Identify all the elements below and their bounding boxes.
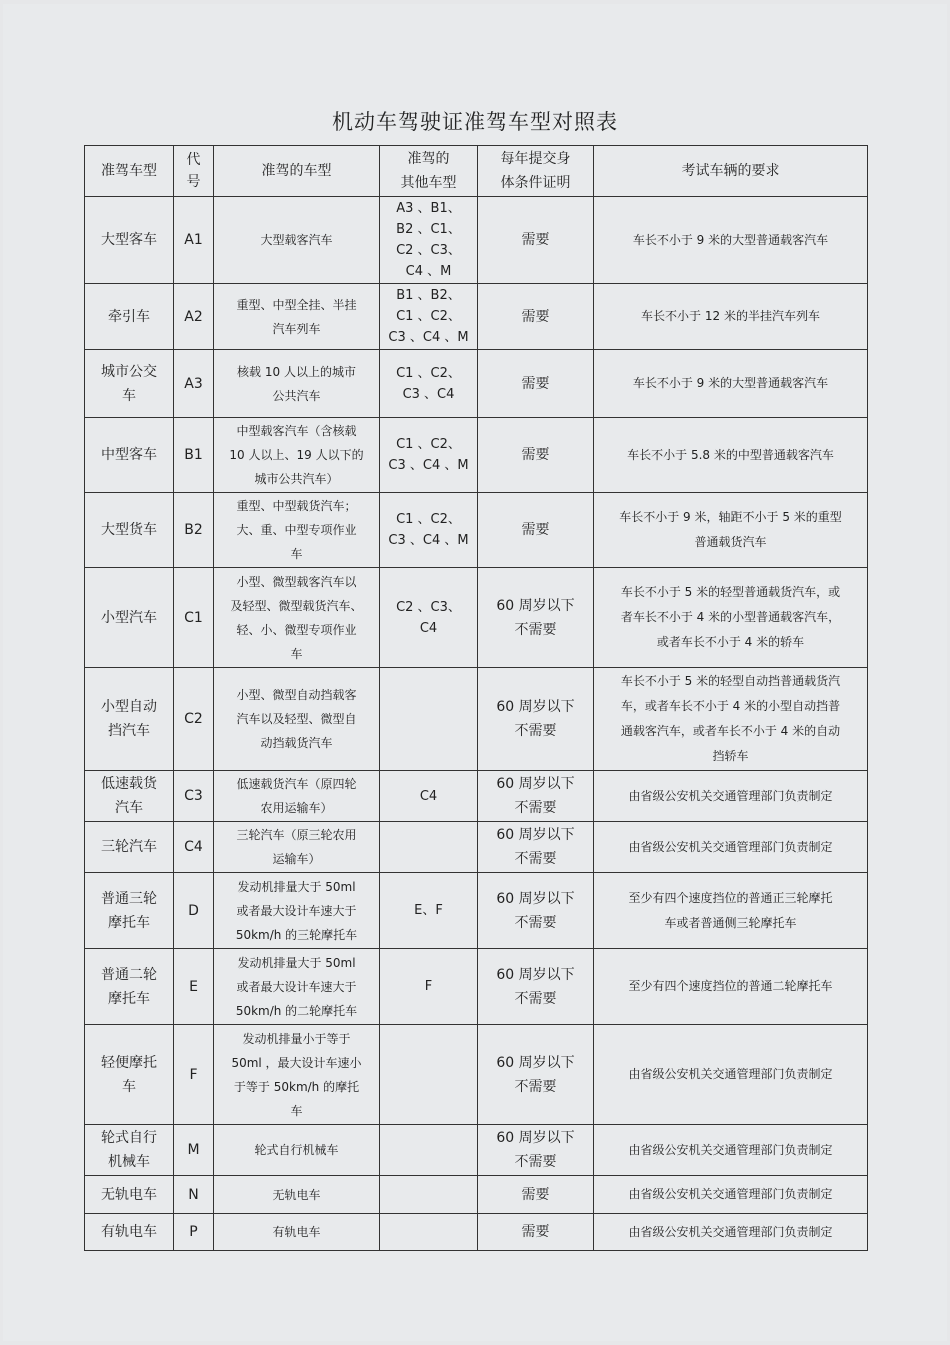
cell-permitted-vehicles-line: 动挡载货汽车 [260, 736, 333, 750]
cell-permitted-vehicles-line: 汽车以及轻型、微型自 [236, 712, 357, 726]
cell-health-cert-line: 60 周岁以下 [496, 827, 575, 843]
cell-exam-requirement [594, 1214, 868, 1251]
cell-health-cert-line: 不需要 [514, 1154, 557, 1170]
cell-permitted-vehicles-line: 或者最大设计车速大于 [236, 979, 357, 994]
cell-code: P [174, 1214, 214, 1251]
cell-other-types [380, 1214, 478, 1251]
cell-exam-requirement [594, 873, 868, 949]
table-row [85, 350, 868, 418]
cell-health-cert-line: 不需要 [514, 990, 557, 1007]
cell-exam-requirement [594, 197, 868, 284]
cell-vehicle-type-line: 牵引车 [108, 308, 150, 325]
cell-permitted-vehicles [214, 418, 380, 493]
cell-vehicle-type [85, 493, 174, 568]
cell-health-cert-line: 需要 [521, 232, 550, 248]
cell-code: B2 [174, 493, 214, 568]
cell-permitted-vehicles [214, 197, 380, 284]
cell-permitted-vehicles-line: 50km/h 的二轮摩托车 [235, 1003, 358, 1018]
table-row [85, 1214, 868, 1251]
table-row [85, 418, 868, 493]
cell-other-types-line: B2 、C1、 [396, 222, 461, 237]
cell-health-cert-line: 60 周岁以下 [496, 699, 575, 715]
cell-exam-requirement-line: 至少有四个速度挡位的普通二轮摩托车 [628, 979, 833, 993]
table-row [85, 1025, 868, 1125]
cell-health-cert-line: 不需要 [514, 851, 557, 867]
cell-other-types [380, 873, 478, 949]
cell-vehicle-type [85, 1025, 174, 1125]
cell-health-cert-line: 需要 [521, 308, 550, 325]
cell-health-cert [478, 1214, 594, 1251]
cell-permitted-vehicles [214, 873, 380, 949]
cell-other-types-line: C4 [419, 788, 438, 804]
cell-health-cert [478, 1025, 594, 1125]
cell-other-types-line: E、F [414, 903, 443, 918]
cell-permitted-vehicles-line: 有轨电车 [272, 1225, 321, 1239]
cell-permitted-vehicles-line: 轮式自行机械车 [254, 1143, 339, 1157]
cell-permitted-vehicles [214, 568, 380, 668]
cell-exam-requirement [594, 771, 868, 822]
cell-vehicle-type-line: 轮式自行 [101, 1130, 157, 1146]
cell-permitted-vehicles-line: 核载 10 人以上的城市 [237, 364, 356, 379]
cell-code: E [174, 949, 214, 1025]
cell-exam-requirement-line: 车长不小于 5 米的轻型普通载货汽车，或 [620, 585, 841, 599]
cell-exam-requirement [594, 822, 868, 873]
cell-code: C2 [174, 668, 214, 771]
cell-exam-requirement [594, 568, 868, 668]
cell-vehicle-type-line: 摩托车 [108, 914, 150, 931]
license-type-table [84, 145, 868, 1251]
cell-exam-requirement-line: 由省级公安机关交通管理部门负责制定 [628, 788, 833, 803]
table-row [85, 873, 868, 949]
cell-vehicle-type [85, 771, 174, 822]
cell-code: M [174, 1125, 214, 1176]
cell-permitted-vehicles-line: 小型、微型自动挡载客 [236, 688, 357, 702]
cell-permitted-vehicles-line: 大型载客汽车 [260, 233, 333, 247]
cell-permitted-vehicles [214, 1025, 380, 1125]
cell-other-types-line: C3 、C4 、M [388, 330, 469, 345]
cell-health-cert [478, 493, 594, 568]
cell-other-types [380, 949, 478, 1025]
cell-other-types [380, 284, 478, 350]
header-code [174, 146, 214, 197]
cell-code: F [174, 1025, 214, 1125]
cell-permitted-vehicles-line: 50ml ，最大设计车速小 [231, 1055, 362, 1070]
cell-health-cert-line: 不需要 [514, 1078, 557, 1095]
cell-health-cert [478, 822, 594, 873]
cell-health-cert-line: 60 周岁以下 [496, 1130, 575, 1146]
cell-health-cert-line: 60 周岁以下 [496, 1054, 575, 1071]
cell-health-cert-line: 不需要 [514, 914, 557, 931]
cell-other-types [380, 1025, 478, 1125]
header-cert [478, 146, 594, 197]
cell-other-types-line: B1 、B2、 [396, 288, 461, 303]
cell-vehicle-type [85, 418, 174, 493]
cell-health-cert [478, 1125, 594, 1176]
cell-other-types-line: C1 、C2、 [396, 437, 461, 452]
cell-health-cert [478, 350, 594, 418]
cell-vehicle-type-line: 小型汽车 [101, 609, 157, 626]
table-row [85, 771, 868, 822]
cell-exam-requirement-line: 车长不小于 5 米的轻型自动挡普通载货汽 [620, 674, 841, 688]
cell-permitted-vehicles-line: 农用运输车） [260, 801, 333, 815]
cell-permitted-vehicles-line: 无轨电车 [272, 1187, 321, 1202]
cell-health-cert-line: 需要 [521, 447, 550, 463]
cell-permitted-vehicles-line: 小型、微型载客汽车以 [236, 574, 357, 589]
cell-vehicle-type-line: 有轨电车 [101, 1224, 157, 1240]
cell-other-types-line: C2 、C3、 [396, 243, 461, 258]
cell-permitted-vehicles [214, 822, 380, 873]
cell-exam-requirement [594, 949, 868, 1025]
cell-vehicle-type-line: 三轮汽车 [101, 839, 157, 855]
cell-code: A3 [174, 350, 214, 418]
cell-exam-requirement-line: 由省级公安机关交通管理部门负责制定 [628, 1187, 833, 1201]
header-other-line: 准驾的 [407, 151, 450, 167]
cell-health-cert [478, 284, 594, 350]
cell-other-types [380, 493, 478, 568]
cell-vehicle-type-line: 大型客车 [101, 232, 157, 248]
cell-permitted-vehicles-line: 运输车） [272, 852, 321, 866]
cell-other-types-line: C1 、C2、 [396, 365, 461, 381]
cell-permitted-vehicles-line: 车 [290, 547, 303, 561]
cell-health-cert-line: 需要 [521, 1186, 550, 1203]
cell-permitted-vehicles-line: 车 [290, 646, 303, 661]
header-other [380, 146, 478, 197]
cell-code: N [174, 1176, 214, 1214]
table-row [85, 1176, 868, 1214]
table-row [85, 949, 868, 1025]
cell-exam-requirement [594, 350, 868, 418]
table-row [85, 568, 868, 668]
cell-exam-requirement-line: 至少有四个速度挡位的普通正三轮摩托 [628, 890, 833, 905]
cell-exam-requirement-line: 由省级公安机关交通管理部门负责制定 [628, 1142, 833, 1157]
cell-permitted-vehicles [214, 350, 380, 418]
header-other-line: 其他车型 [400, 175, 457, 191]
cell-vehicle-type [85, 197, 174, 284]
cell-health-cert [478, 568, 594, 668]
cell-vehicle-type [85, 284, 174, 350]
cell-permitted-vehicles-line: 50km/h 的三轮摩托车 [235, 927, 358, 942]
cell-health-cert-line: 不需要 [514, 621, 557, 638]
cell-health-cert-line: 60 周岁以下 [496, 776, 575, 792]
cell-exam-requirement-line: 由省级公安机关交通管理部门负责制定 [628, 1224, 833, 1239]
cell-code: C1 [174, 568, 214, 668]
cell-other-types-line: C3 、C4 [402, 386, 455, 402]
page-title: 机动车驾驶证准驾车型对照表 [332, 110, 618, 134]
cell-permitted-vehicles [214, 284, 380, 350]
cell-health-cert-line: 60 周岁以下 [496, 966, 575, 983]
cell-permitted-vehicles [214, 1214, 380, 1251]
header-vehicles: 准驾的车型 [214, 146, 380, 197]
cell-exam-requirement-line: 普通载货汽车 [694, 535, 767, 549]
cell-vehicle-type-line: 机械车 [108, 1154, 150, 1170]
cell-exam-requirement-line: 由省级公安机关交通管理部门负责制定 [628, 839, 833, 854]
cell-other-types-line: C3 、C4 、M [388, 458, 469, 473]
header-cert-line: 每年提交身 [500, 151, 571, 167]
cell-vehicle-type-line: 轻便摩托 [101, 1054, 157, 1071]
cell-permitted-vehicles-line: 轻、小、微型专项作业 [236, 622, 357, 637]
cell-health-cert-line: 60 周岁以下 [496, 597, 575, 614]
cell-health-cert [478, 873, 594, 949]
cell-permitted-vehicles-line: 三轮汽车（原三轮农用 [236, 828, 357, 842]
cell-permitted-vehicles-line: 重型、中型载货汽车； [236, 499, 357, 513]
cell-permitted-vehicles [214, 1125, 380, 1176]
cell-other-types [380, 668, 478, 771]
cell-other-types-line: C2 、C3、 [396, 599, 461, 615]
cell-permitted-vehicles-line: 低速载货汽车（原四轮 [236, 777, 357, 791]
cell-health-cert-line: 需要 [521, 522, 550, 538]
cell-code: C4 [174, 822, 214, 873]
cell-exam-requirement [594, 1025, 868, 1125]
header-code-line: 代 [186, 152, 201, 168]
cell-vehicle-type [85, 668, 174, 771]
cell-exam-requirement-line: 车长不小于 9 米，轴距不小于 5 米的重型 [619, 510, 842, 524]
cell-vehicle-type-line: 汽车 [115, 800, 143, 816]
cell-other-types [380, 418, 478, 493]
cell-permitted-vehicles-line: 于等于 50km/h 的摩托 [233, 1079, 360, 1094]
cell-health-cert [478, 418, 594, 493]
cell-exam-requirement-line: 车长不小于 5.8 米的中型普通载客汽车 [627, 447, 834, 462]
cell-permitted-vehicles [214, 949, 380, 1025]
cell-other-types-line: C4 [419, 620, 438, 636]
cell-other-types [380, 197, 478, 284]
cell-vehicle-type-line: 车 [122, 1078, 136, 1095]
cell-code: A2 [174, 284, 214, 350]
cell-vehicle-type [85, 873, 174, 949]
cell-permitted-vehicles-line: 重型、中型全挂、半挂 [236, 297, 357, 312]
cell-permitted-vehicles-line: 或者最大设计车速大于 [236, 903, 357, 918]
cell-other-types [380, 1176, 478, 1214]
cell-vehicle-type [85, 1125, 174, 1176]
cell-vehicle-type [85, 568, 174, 668]
cell-permitted-vehicles-line: 城市公共汽车） [254, 472, 339, 486]
cell-vehicle-type-line: 中型客车 [101, 447, 157, 463]
table-row [85, 822, 868, 873]
cell-permitted-vehicles-line: 公共汽车 [272, 388, 321, 403]
cell-health-cert [478, 1176, 594, 1214]
cell-vehicle-type-line: 无轨电车 [101, 1186, 157, 1203]
cell-vehicle-type-line: 低速载货 [101, 776, 157, 792]
cell-exam-requirement [594, 1176, 868, 1214]
header-row [85, 146, 868, 197]
cell-vehicle-type-line: 挡汽车 [108, 723, 150, 739]
cell-exam-requirement [594, 668, 868, 771]
cell-permitted-vehicles-line: 发动机排量大于 50ml [237, 955, 356, 970]
cell-exam-requirement-line: 车或者普通侧三轮摩托车 [664, 915, 797, 930]
cell-permitted-vehicles-line: 发动机排量小于等于 [242, 1031, 351, 1046]
cell-vehicle-type [85, 350, 174, 418]
cell-other-types-line: F [424, 979, 433, 994]
cell-health-cert-line: 60 周岁以下 [496, 890, 575, 907]
cell-permitted-vehicles-line: 中型载客汽车（含核载 [236, 424, 357, 438]
cell-exam-requirement-line: 挡轿车 [712, 749, 749, 763]
table-row [85, 493, 868, 568]
cell-permitted-vehicles-line: 汽车列车 [272, 321, 321, 336]
header-req: 考试车辆的要求 [594, 146, 868, 197]
cell-health-cert [478, 668, 594, 771]
cell-exam-requirement-line: 者车长不小于 4 米的小型普通载客汽车， [620, 610, 841, 624]
cell-other-types-line: C4 、M [405, 264, 452, 279]
cell-other-types [380, 568, 478, 668]
cell-health-cert [478, 771, 594, 822]
cell-exam-requirement-line: 车，或者车长不小于 4 米的小型自动挡普 [620, 699, 841, 713]
cell-vehicle-type-line: 摩托车 [108, 990, 150, 1007]
cell-permitted-vehicles [214, 493, 380, 568]
cell-health-cert [478, 197, 594, 284]
cell-vehicle-type [85, 1214, 174, 1251]
cell-exam-requirement-line: 车长不小于 9 米的大型普通载客汽车 [632, 232, 829, 247]
cell-vehicle-type [85, 822, 174, 873]
cell-exam-requirement-line: 或者车长不小于 4 米的轿车 [656, 635, 805, 649]
cell-vehicle-type-line: 大型货车 [101, 522, 157, 538]
cell-exam-requirement [594, 418, 868, 493]
cell-exam-requirement-line: 由省级公安机关交通管理部门负责制定 [628, 1067, 833, 1081]
cell-permitted-vehicles-line: 10 人以上、19 人以下的 [229, 448, 364, 462]
cell-exam-requirement [594, 284, 868, 350]
header-type: 准驾车型 [85, 146, 174, 197]
cell-other-types [380, 771, 478, 822]
cell-permitted-vehicles-line: 大、重、中型专项作业 [236, 523, 357, 537]
table-row [85, 668, 868, 771]
header-cert-line: 体条件证明 [500, 175, 571, 191]
cell-permitted-vehicles [214, 1176, 380, 1214]
cell-other-types-line: C1 、C2、 [396, 512, 461, 527]
cell-health-cert-line: 需要 [521, 1224, 550, 1240]
cell-permitted-vehicles-line: 车 [290, 1103, 303, 1118]
cell-exam-requirement-line: 通载客汽车，或者车长不小于 4 米的自动 [620, 724, 841, 738]
cell-other-types [380, 350, 478, 418]
table-row [85, 1125, 868, 1176]
table-row [85, 284, 868, 350]
cell-vehicle-type-line: 车 [122, 387, 136, 404]
cell-exam-requirement-line: 车长不小于 12 米的半挂汽车列车 [641, 309, 820, 323]
cell-other-types-line: C1 、C2、 [396, 309, 461, 324]
cell-health-cert-line: 不需要 [514, 723, 557, 739]
table-row [85, 197, 868, 284]
cell-health-cert-line: 不需要 [514, 800, 557, 816]
cell-exam-requirement-line: 车长不小于 9 米的大型普通载客汽车 [632, 376, 829, 390]
cell-health-cert [478, 949, 594, 1025]
cell-code: B1 [174, 418, 214, 493]
cell-permitted-vehicles-line: 及轻型、微型载货汽车、 [230, 598, 363, 613]
cell-other-types [380, 1125, 478, 1176]
header-code-line: 号 [186, 174, 201, 190]
cell-other-types [380, 822, 478, 873]
cell-permitted-vehicles [214, 771, 380, 822]
cell-code: C3 [174, 771, 214, 822]
cell-health-cert-line: 需要 [521, 375, 550, 392]
cell-vehicle-type-line: 普通二轮 [101, 966, 157, 983]
cell-vehicle-type-line: 小型自动 [101, 699, 157, 715]
cell-vehicle-type-line: 城市公交 [101, 363, 157, 380]
cell-code: A1 [174, 197, 214, 284]
cell-permitted-vehicles-line: 发动机排量大于 50ml [237, 879, 356, 894]
cell-other-types-line: A3 、B1、 [396, 201, 461, 216]
cell-vehicle-type-line: 普通三轮 [101, 890, 157, 907]
cell-permitted-vehicles [214, 668, 380, 771]
cell-vehicle-type [85, 949, 174, 1025]
cell-exam-requirement [594, 493, 868, 568]
cell-code: D [174, 873, 214, 949]
cell-other-types-line: C3 、C4 、M [388, 533, 469, 548]
cell-exam-requirement [594, 1125, 868, 1176]
cell-vehicle-type [85, 1176, 174, 1214]
